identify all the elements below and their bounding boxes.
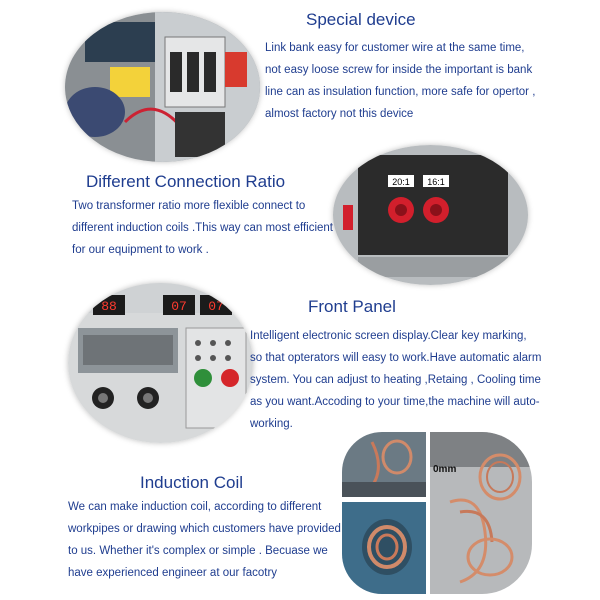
text-line: different induction coils .This way can most efficient [72,222,334,234]
display-digit-2: 07 [171,299,187,314]
induction-coil-photo-2 [342,502,426,594]
text-line: Link bank easy for customer wire at the same time, [265,42,525,54]
text-line: almost factory not this device [265,108,414,120]
text-line: for our equipment to work . [72,244,209,256]
text-line: We can make induction coil, according to different [68,501,322,513]
text-line: so that opterators will easy to work.Have automatic alarm [250,352,542,364]
section-text-induction-coil [68,496,341,584]
section-text-special-device [265,37,535,125]
induction-coil-photo-1 [342,432,426,497]
induction-coil-photo-3 [430,432,532,594]
special-device-photo [65,12,260,162]
text-line: Two transformer ratio more flexible connect to [72,200,306,212]
section-title-connection-ratio: Different Connection Ratio [86,172,286,191]
text-line: line can as insulation function, more safe for opertor , [265,86,536,98]
text-line: as you want.Accoding to your time,the machine will auto- [250,396,540,408]
text-line: workpipes or drawing which customers have provided [68,523,341,535]
display-digit-3: 07 [208,299,224,314]
section-text-front-panel [250,325,541,435]
ratio-label-16-1: 16:1 [427,177,445,187]
coil-size-label: 0mm [433,464,457,475]
ratio-label-20-1: 20:1 [392,177,410,187]
section-title-front-panel: Front Panel [308,297,396,316]
section-title-special-device: Special device [306,10,416,29]
text-line: system. You can adjust to heating ,Retaing , Cooling time [250,374,541,386]
text-line: have experienced engineer at our facotry [68,567,278,579]
text-line: Intelligent electronic screen display.Clear key marking, [250,330,527,342]
text-line: to us. Whether it's complex or simple . Becuase we [68,545,328,557]
connection-ratio-photo [333,145,528,285]
text-line: working. [250,418,293,430]
display-digit-1: 88 [101,299,117,314]
section-text-connection-ratio [72,195,333,261]
front-panel-photo [68,283,253,443]
section-title-induction-coil: Induction Coil [140,473,244,492]
text-line: not easy loose screw for inside the important is bank [265,64,533,76]
